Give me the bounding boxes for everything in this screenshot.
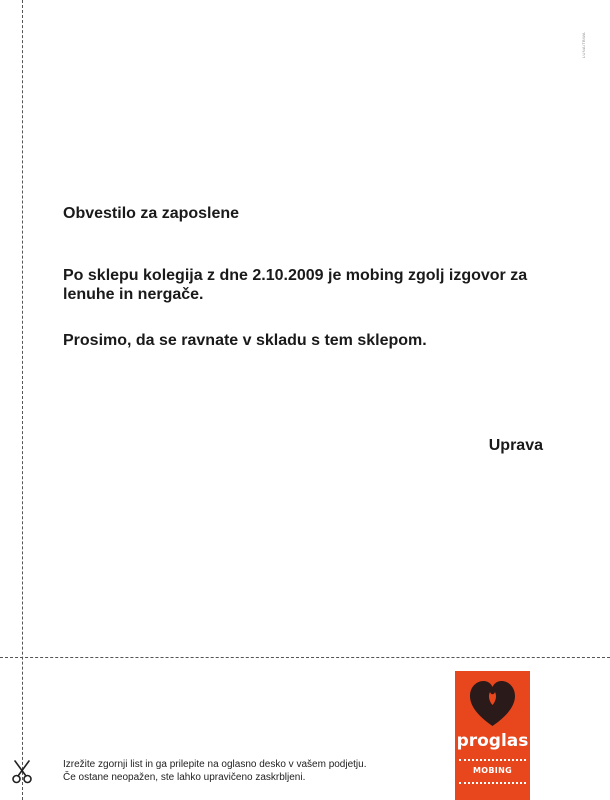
cut-line-vertical [22,0,23,800]
proglas-logo [455,671,530,800]
logo-subtitle: MOBING [473,766,512,775]
cutout-instructions [63,758,367,784]
logo-dotted-rule-bottom [459,782,526,784]
agency-credit: LUNA\TBWA [581,32,586,58]
heart-icon [468,679,517,729]
notice-title: Obvestilo za zaposlene [63,205,240,222]
instruction-line-1: Izrežite zgornji list in ga prilepite na oglasno desko v vašem podjetju. [63,759,367,770]
instruction-line-2: Če ostane neopažen, ste lahko upravičeno zaskrbljeni. [63,772,306,783]
cut-line-horizontal [0,657,610,658]
notice-request: Prosimo, da se ravnate v skladu s tem sklepom. [63,332,427,349]
scissors-icon [11,760,33,784]
notice-signature: Uprava [488,437,543,454]
logo-wordmark: proglas [456,731,529,751]
logo-dotted-rule-top [459,759,526,761]
notice-body: Po sklepu kolegija z dne 2.10.2009 je mobing zgolj izgovor za lenuhe in nergače. [63,267,528,303]
